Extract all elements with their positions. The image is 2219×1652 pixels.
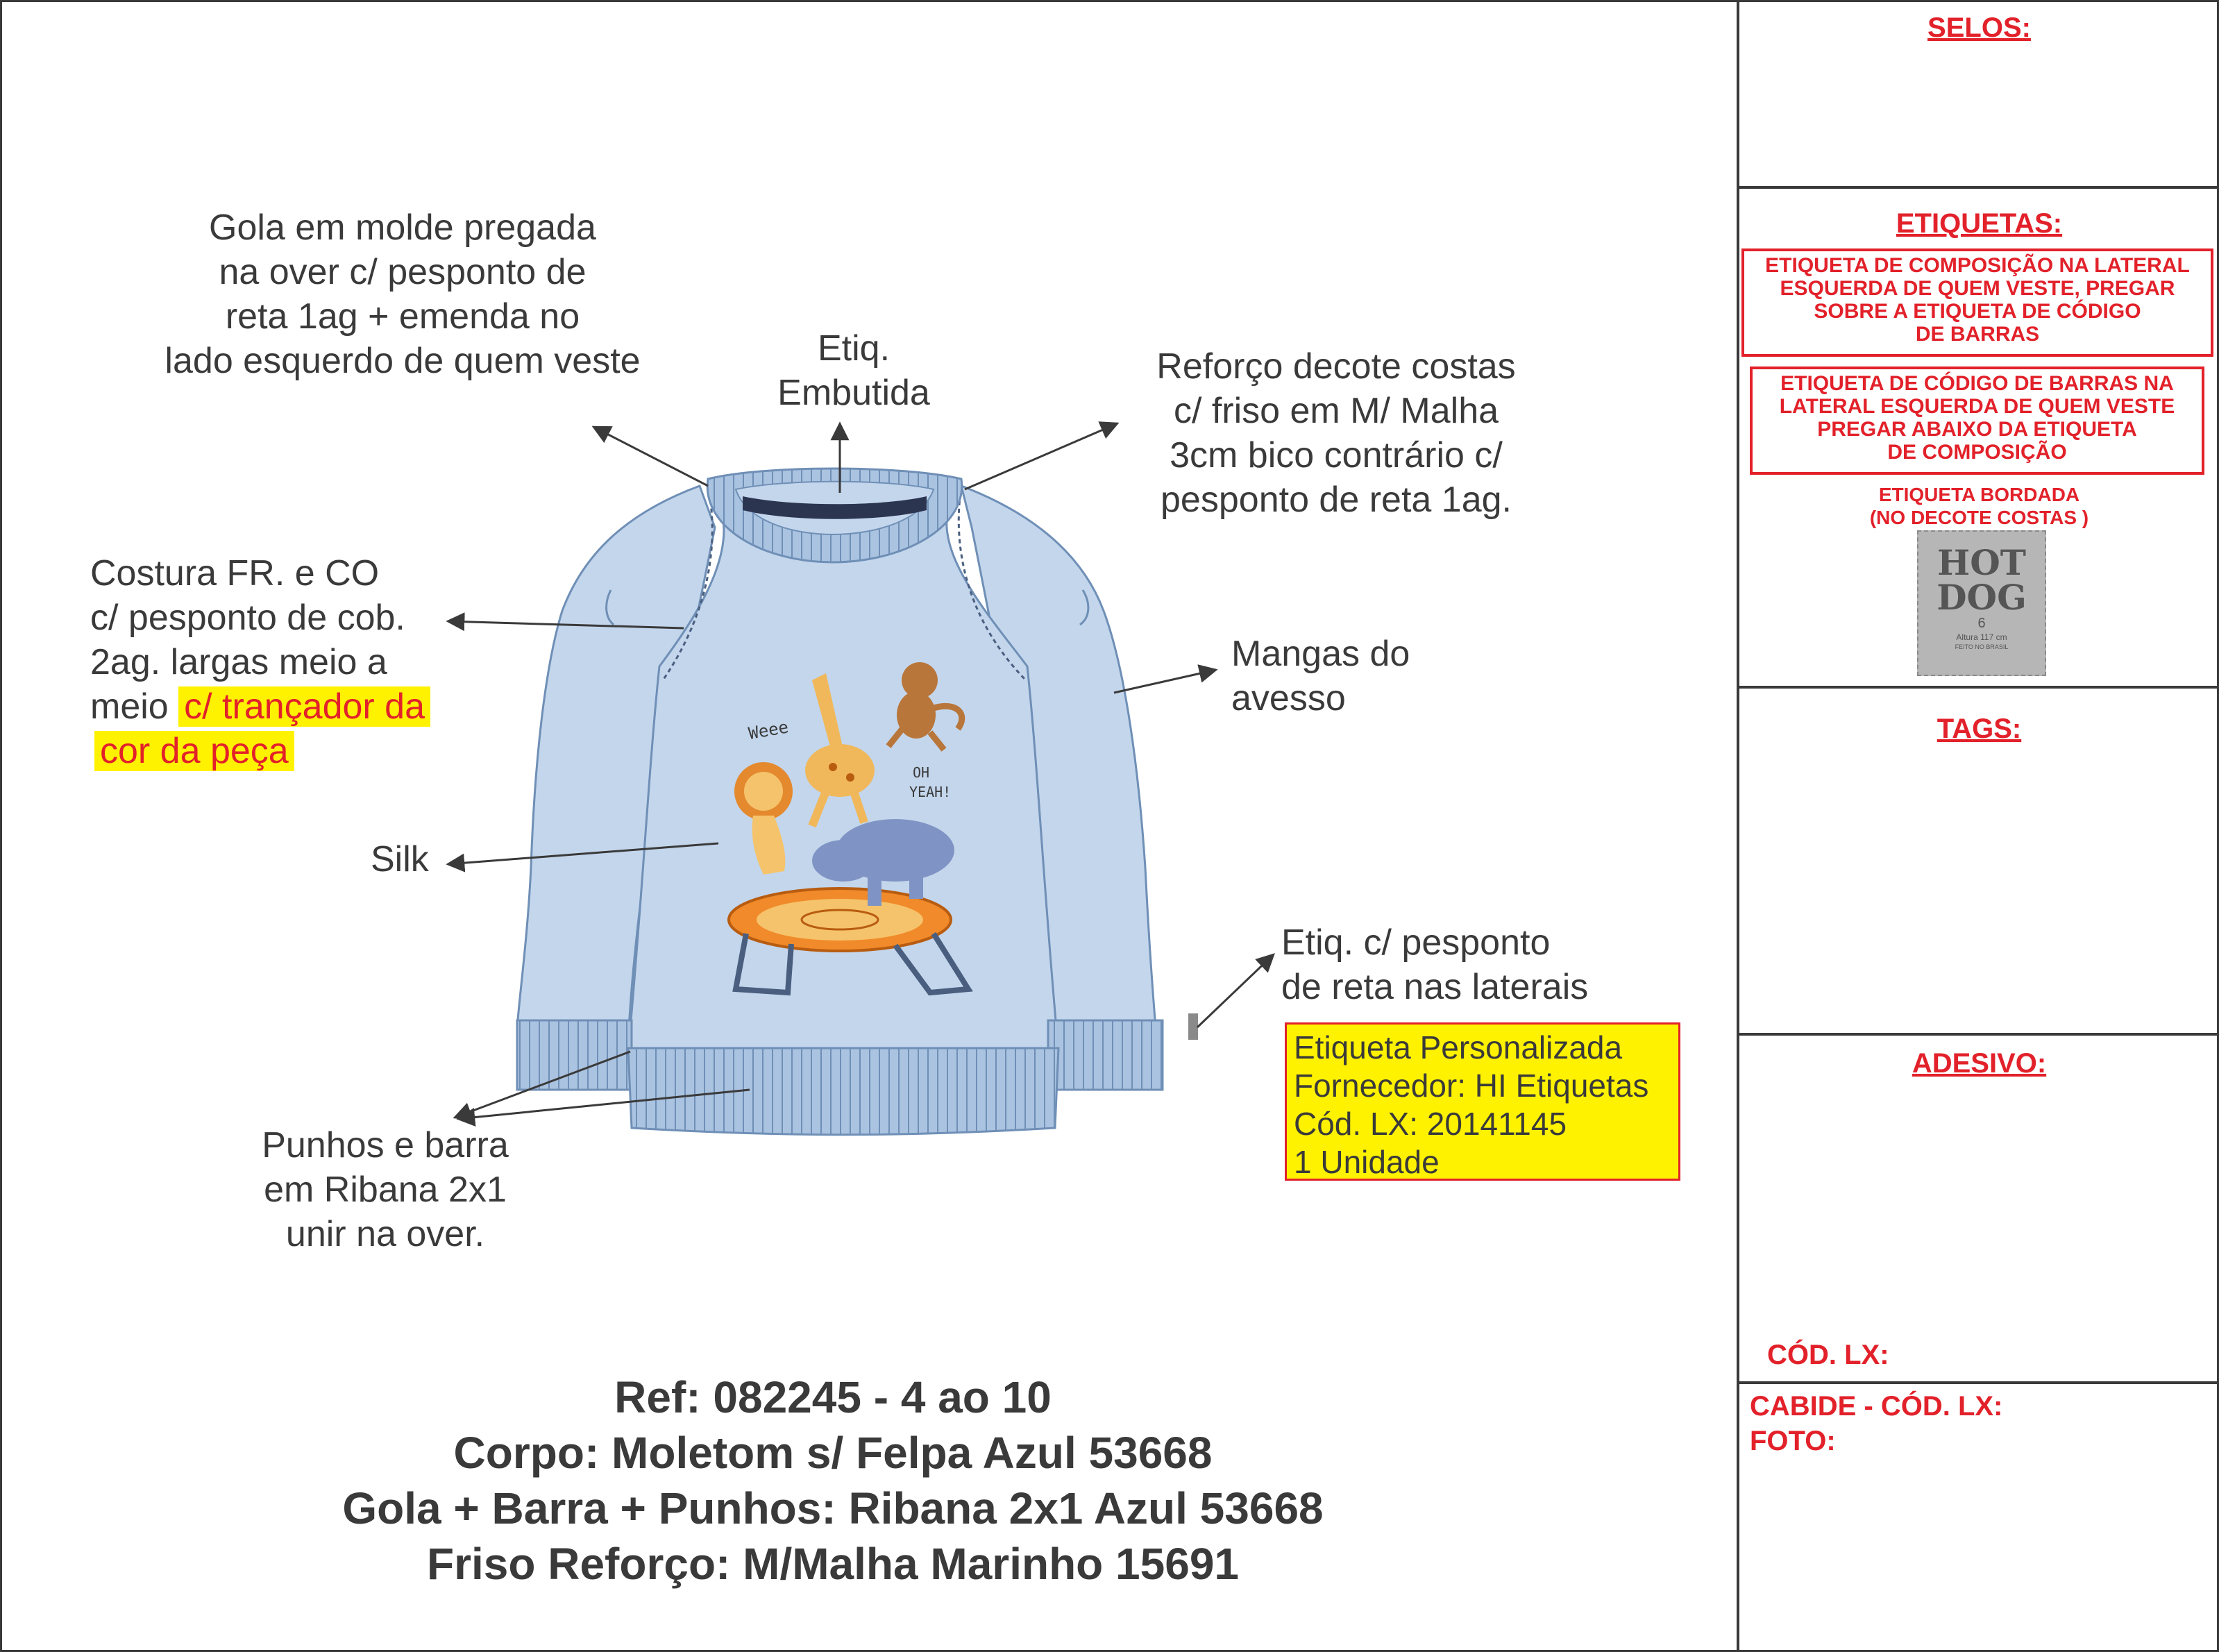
note-silk: Silk [371, 839, 429, 879]
highlight-trancador: c/ trançador da [178, 686, 430, 727]
highlight-cor-peca: cor da peça [94, 731, 294, 771]
brand-line-1: HOT [1937, 542, 2026, 583]
selos-title: SELOS: [1927, 12, 2031, 43]
hem-rib [628, 1048, 1058, 1135]
adesivo-title: ADESIVO: [1912, 1048, 2047, 1079]
etiqueta-bordada-note: ETIQUETA BORDADA (NO DECOTE COSTAS ) [1869, 484, 2089, 528]
arrow-etiq-laterais [1197, 954, 1274, 1027]
note-mangas: Mangas do avesso [1231, 634, 1410, 718]
side-label-tab [1188, 1013, 1198, 1040]
note-reforco: Reforço decote costas c/ friso em M/ Malha 3cm bico contrário c/ pesponto de reta 1ag. [1156, 346, 1516, 520]
brand-height: Altura 117 cm [1956, 632, 2007, 642]
sidebar-divider [1737, 0, 1739, 1652]
sidebar-sep-3 [1738, 1033, 2219, 1036]
custom-label-box: Etiqueta Personalizada Fornecedor: HI Etiquetas Cód. LX: 20141145 1 Unidade [1285, 1022, 1680, 1181]
spec-corpo: Corpo: Moletom s/ Felpa Azul 53668 [453, 1428, 1213, 1478]
note-etiq-embutida: Etiq. Embutida [777, 328, 930, 413]
tags-title: TAGS: [1937, 714, 2022, 744]
arrow-gola [593, 427, 708, 486]
sidebar-sep-2 [1738, 686, 2219, 689]
cod-lx-label: CÓD. LX: [1767, 1340, 1889, 1370]
etiquetas-title: ETIQUETAS: [1896, 208, 2063, 239]
note-punhos: Punhos e barra em Ribana 2x1 unir na over. [262, 1125, 509, 1254]
artwork-yeah: YEAH! [909, 784, 952, 800]
note-gola: Gola em molde pregada na over c/ pesponto de reta 1ag + emenda no lado esquerdo de quem veste [164, 208, 641, 381]
sidebar-sep-4 [1738, 1381, 2219, 1384]
note-etiq-laterais: Etiq. c/ pesponto de reta nas laterais [1281, 922, 1589, 1007]
cabide-label: CABIDE - CÓD. LX: [1750, 1391, 2003, 1422]
artwork-weee: Weee [747, 717, 790, 743]
etiqueta-composicao-box: ETIQUETA DE COMPOSIÇÃO NA LATERAL ESQUERDA DE QUEM VESTE, PREGAR SOBRE A ETIQUETA DE CÓDIGO DE BARRAS [1741, 248, 2213, 357]
foto-label: FOTO: [1750, 1426, 1836, 1456]
right-cuff [1048, 1020, 1163, 1090]
brand-size: 6 [1977, 616, 1986, 631]
left-cuff [517, 1020, 632, 1090]
spec-gola-barra-punhos: Gola + Barra + Punhos: Ribana 2x1 Azul 53668 [342, 1483, 1324, 1533]
sidebar-sep-1 [1738, 186, 2219, 189]
arrow-reforco [965, 423, 1117, 489]
brand-origin: FEITO NO BRASIL [1955, 643, 2009, 650]
brand-line-2: DOG [1937, 577, 2027, 618]
note-costura: Costura FR. e CO c/ pesponto de cob. 2ag. largas meio a meio c/ trançador da cor da peça [90, 551, 430, 773]
spec-friso: Friso Reforço: M/Malha Marinho 15691 [426, 1539, 1240, 1589]
spec-ref: Ref: 082245 - 4 ao 10 [614, 1372, 1052, 1422]
etiqueta-codigo-barras-box: ETIQUETA DE CÓDIGO DE BARRAS NA LATERAL ESQUERDA DE QUEM VESTE PREGAR ABAIXO DA ETIQUETA DE COMPOSIÇÃO [1750, 366, 2204, 475]
hot-dog-brand-label [1917, 530, 2046, 676]
artwork-oh: OH [913, 764, 930, 781]
arrow-mangas [1114, 670, 1216, 693]
